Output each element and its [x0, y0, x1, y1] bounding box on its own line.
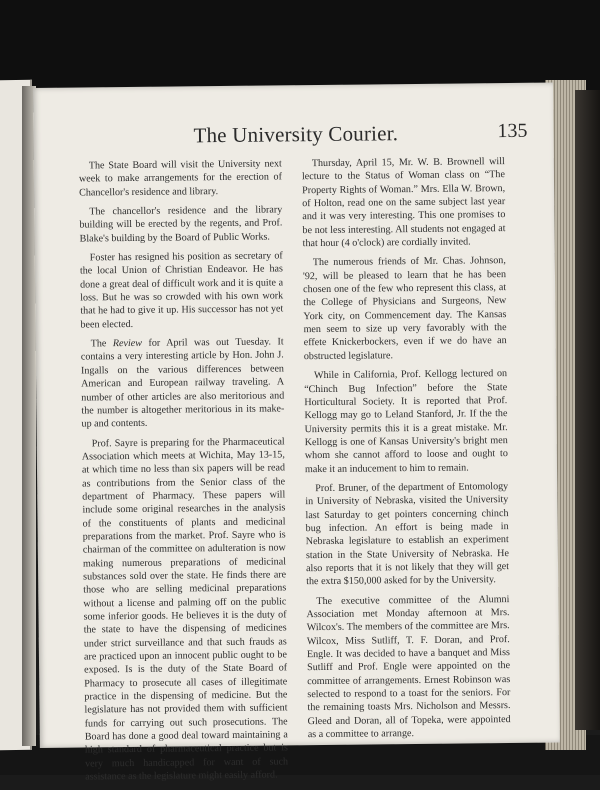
paragraph-prof-sayre: Prof. Sayre is preparing for the Pharmaceutical Association which meets at Wichita, May 13-15, at which time no less than six papers will be read as contributions from the Senior class of the department of Pharmacy. These papers will include some original researches in the analysis of the constituents of plants and medicinal preparations from the market. Prof. Sayre who is chairman of the committee on adulteration is now making numerous preparations of medicinal substances sold over the state. He finds there are those who are selling medicinal preparations without a license and palming off on the public some inferior goods. He believes it is the duty of the state to have the dispensing of medicines under strict surveillance and that such frauds as are practiced upon an innocent public ought to be exposed. Is is the duty of the State Board of Pharmacy to prosecute all cases of illegitimate practice in the dispensing of medicine. But the legislature has not provided them with sufficient funds for carrying out such prosecutions. The Board has done a good deal toward maintaining a high standard of pharmaceutical practice but is very much handicapped for want of such assistance as the legislature might easily afford. — [81, 435, 289, 783]
left-column — [79, 157, 289, 790]
page-header — [193, 120, 533, 154]
right-column — [302, 155, 511, 748]
paragraph-foster-resigned: Foster has resigned his position as secretary of the local Union of Christian Endeavor. He has done a great deal of difficult work and it is quite a loss. But he was so crowded with his own work that he had to give it up. His successor has not yet been elected. — [79, 250, 284, 331]
paragraph-brownell-lecture: Thursday, April 15, Mr. W. B. Brownell will lecture to the Status of Woman class on “The Property Rights of Woman.” Mrs. Ella W. Brown, of Holton, read one on the same subject last year and it was very interesting. This one promises to be not less interesting. All students not engaged at that hour (4 o'clock) are cordially invited. — [301, 156, 506, 250]
paragraph-prof-bruner: Prof. Bruner, of the department of Entomology in University of Nebraska, visited the University last Saturday to get pointers concerning chinch bug infection. An effort is being made in Nebraska legislature to establish an experiment station in the State University of Nebraska. He also reports that it is not likely that they will get the extra $150,000 asked for by the University. — [305, 480, 510, 588]
paragraph-chas-johnson: The numerous friends of Mr. Chas. Johnson, '92, will be pleased to learn that he has been chosen one of the few who represent this class, at the College of Physicians and Surgeons, New York city, on Commencement day. The Kansas men seem to size up very favorably with the effete Knickerbockers, even if we do have an obstructed legislature. — [302, 255, 507, 362]
page-title: The University Courier. — [193, 121, 399, 148]
review-pre: The — [90, 338, 113, 350]
book-page — [33, 83, 560, 783]
review-title: Review — [112, 337, 143, 350]
paragraph-chancellor-residence: The chancellor's residence and the library building will be erected by the regents, and Prof. Blake's building by the Board of Public Works. — [79, 204, 283, 245]
background-top — [0, 0, 600, 95]
book-cover-edge — [575, 90, 600, 730]
paragraph-prof-kellogg: While in California, Prof. Kellogg lectured on “Chinch Bug Infection” before the State Horticultural Society. It is reported that Prof. Kellogg may go to Leland Stanford, Jr. If the the University permits this it is a great mistake. Mr. Kellogg is one of Kansas University's bright men whom she cannot afford to loose and ought to make it an inducement to him to remain. — [304, 368, 508, 475]
review-post: for April was out Tuesday. It contains a very interesting article by Hon. John J. Ingalls on the various differences between American and European railway traveling. A number of other articles are also meritorious and the number is altogether meritorious in its make-up and contents. — [80, 336, 285, 430]
paragraph-review — [81, 336, 285, 432]
page-number: 135 — [497, 119, 528, 143]
paragraph-alumni-committee: The executive committee of the Alumni Association met Monday afternoon at Mrs. Wilcox's. The members of the committee are Mrs. Wilcox, Miss Sutliff, T. F. Doran, and Prof. Engle. It was decided to have a banquet and Miss Sutliff and Prof. Engle were appointed on the committee of arrangements. Ernest Robinson was selected to respond to a toast for the seniors. For the remaining toasts Mrs. Nicholson and Messrs. Gleed and Doran, all of Topeka, were appointed as a committee to arrange. — [306, 593, 511, 741]
paragraph-state-board: The State Board will visit the University next week to make arrangements for the erection of Chancellor's residence and library. — [78, 158, 283, 199]
